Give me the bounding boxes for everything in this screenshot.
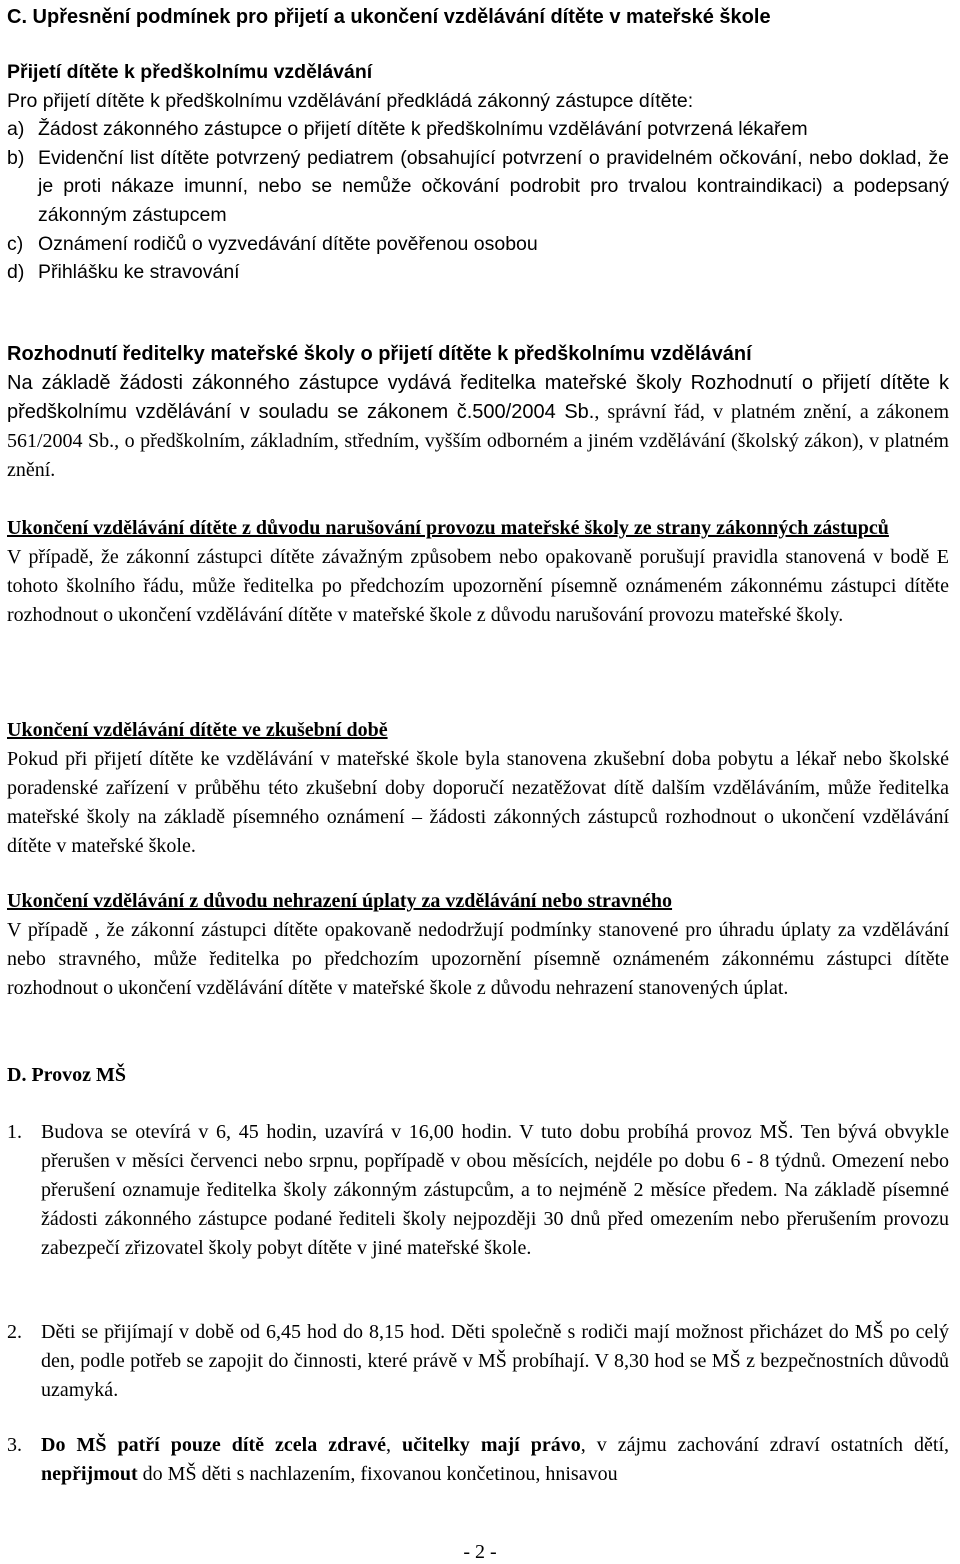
list-item-text: Přihlášku ke stravování	[38, 261, 240, 284]
list-item-label: a)	[7, 118, 25, 141]
termination-payment-section	[7, 887, 949, 1003]
list-item	[7, 230, 949, 259]
list-item	[7, 115, 949, 144]
page-number: - 2 -	[463, 1541, 497, 1563]
item-text: Budova se otevírá v 6, 45 hodin, uzavírá v 16,00 hodin. V tuto dobu probíhá provoz MŠ. Ten bývá obvykle přerušen v měsíci červenci nebo srpnu, popřípadě v obou měsících, nejdéle po dobu 6 - 8 týdnů. Omezení nebo přerušení oznamuje ředitelka školy zákonným zástupcům, a to nejméně 2 měsíce předem. Na základě písemné žádosti zákonného zástupce podané řediteli školy nejpozději 30 dnů před omezením nebo přerušením provozu zabezpečí zřizovatel školy pobyt dítěte v jiné mateřské škole.	[41, 1121, 949, 1259]
termination-trial-heading: Ukončení vzdělávání dítěte ve zkušební době	[7, 719, 388, 741]
item-text: Děti se přijímají v době od 6,45 hod do 8,15 hod. Děti společně s rodiči mají možnost přicházet do MŠ po celý den, podle potřeb se zapojit do činnosti, které právě v MŠ probíhají. V 8,30 hod se MŠ z bezpečnostních důvodů uzamyká.	[41, 1321, 949, 1401]
list-item-text: Oznámení rodičů o vyzvedávání dítěte pověřenou osobou	[38, 232, 538, 255]
admission-section	[7, 58, 949, 287]
numbered-item	[7, 1431, 949, 1489]
termination-disruption-section	[7, 514, 949, 630]
list-item	[7, 258, 949, 287]
admission-heading: Přijetí dítěte k předškolnímu vzdělávání	[7, 61, 373, 83]
section-d-title: D. Provoz MŠ	[7, 1064, 127, 1086]
termination-disruption-text: V případě, že zákonní zástupci dítěte závažným způsobem nebo opakovaně porušují pravidla stanovená v bodě E tohoto školního řádu, může ředitelka po předchozím upozornění písemně oznámeném zákonnému zástupci dítěte rozhodnout o ukončení vzdělávání dítěte v mateřské škole z důvodu narušování provozu mateřské školy.	[7, 546, 949, 626]
item-number: 3.	[7, 1434, 22, 1456]
section-c-title: C. Upřesnění podmínek pro přijetí a ukončení vzdělávání dítěte v mateřské škole	[7, 6, 771, 28]
item-text: Do MŠ patří pouze dítě zcela zdravé, učitelky mají právo, v zájmu zachování zdraví ostatních dětí, nepřijmout do MŠ děti s nachlazením, fixovanou končetinou, hnisavou	[41, 1434, 949, 1485]
decision-section	[7, 340, 949, 485]
numbered-item	[7, 1318, 949, 1405]
termination-trial-text: Pokud při přijetí dítěte ke vzdělávání v mateřské škole byla stanovena zkušební doba pobytu a lékař nebo školské poradenské zařízení v průběhu této zkušební doby doporučí nezatěžovat dítě dalším vzděláváním, může ředitelka mateřské školy na základě písemného oznámení – žádosti zákonných zástupců rozhodnout o ukončení vzdělávání dítěte v mateřské škole.	[7, 748, 949, 857]
termination-payment-heading: Ukončení vzdělávání z důvodu nehrazení úplaty za vzdělávání nebo stravného	[7, 890, 673, 912]
termination-trial-section	[7, 716, 949, 861]
admission-intro: Pro přijetí dítěte k předškolnímu vzdělávání předkládá zákonný zástupce dítěte:	[7, 89, 694, 112]
list-item-label: b)	[7, 146, 25, 169]
list-item-text: Žádost zákonného zástupce o přijetí dítěte k předškolnímu vzdělávání potvrzená lékařem	[38, 118, 808, 141]
list-item-label: c)	[7, 232, 24, 255]
termination-payment-text: V případě , že zákonní zástupci dítěte opakovaně nedodržují podmínky stanovené pro úhradu úplaty za vzdělávání nebo stravného, může ředitelka po předchozím upozornění písemně oznámeném zákonnému zástupci dítěte rozhodnout o ukončení vzdělávání dítěte v mateřské škole z důvodu nehrazení stanovených úplat.	[7, 919, 949, 999]
list-item	[7, 144, 949, 230]
list-item-label: d)	[7, 261, 25, 284]
item-number: 1.	[7, 1121, 22, 1143]
termination-disruption-heading: Ukončení vzdělávání dítěte z důvodu narušování provozu mateřské školy ze strany zákonných zástupců	[7, 517, 889, 539]
numbered-item	[7, 1118, 949, 1263]
item-number: 2.	[7, 1321, 22, 1343]
decision-text: Na základě žádosti zákonného zástupce vydává ředitelka mateřské školy Rozhodnutí o přijetí dítěte k předškolnímu vzdělávání v souladu se zákonem č.500/2004 Sb., správní řád, v platném znění, a zákonem 561/2004 Sb., o předškolním, základním, středním, vyšším odborném a jiném vzdělávání (školský zákon), v platném znění.	[7, 372, 949, 481]
decision-heading: Rozhodnutí ředitelky mateřské školy o přijetí dítěte k předškolnímu vzdělávání	[7, 343, 752, 365]
list-item-text: Evidenční list dítěte potvrzený pediatrem (obsahující potvrzení o pravidelném očkování, nebo doklad, že je proti nákaze imunní, nebo se nemůže očkování podrobit pro trvalou kontraindikaci) a podepsaný zákonným zástupcem	[38, 146, 949, 226]
